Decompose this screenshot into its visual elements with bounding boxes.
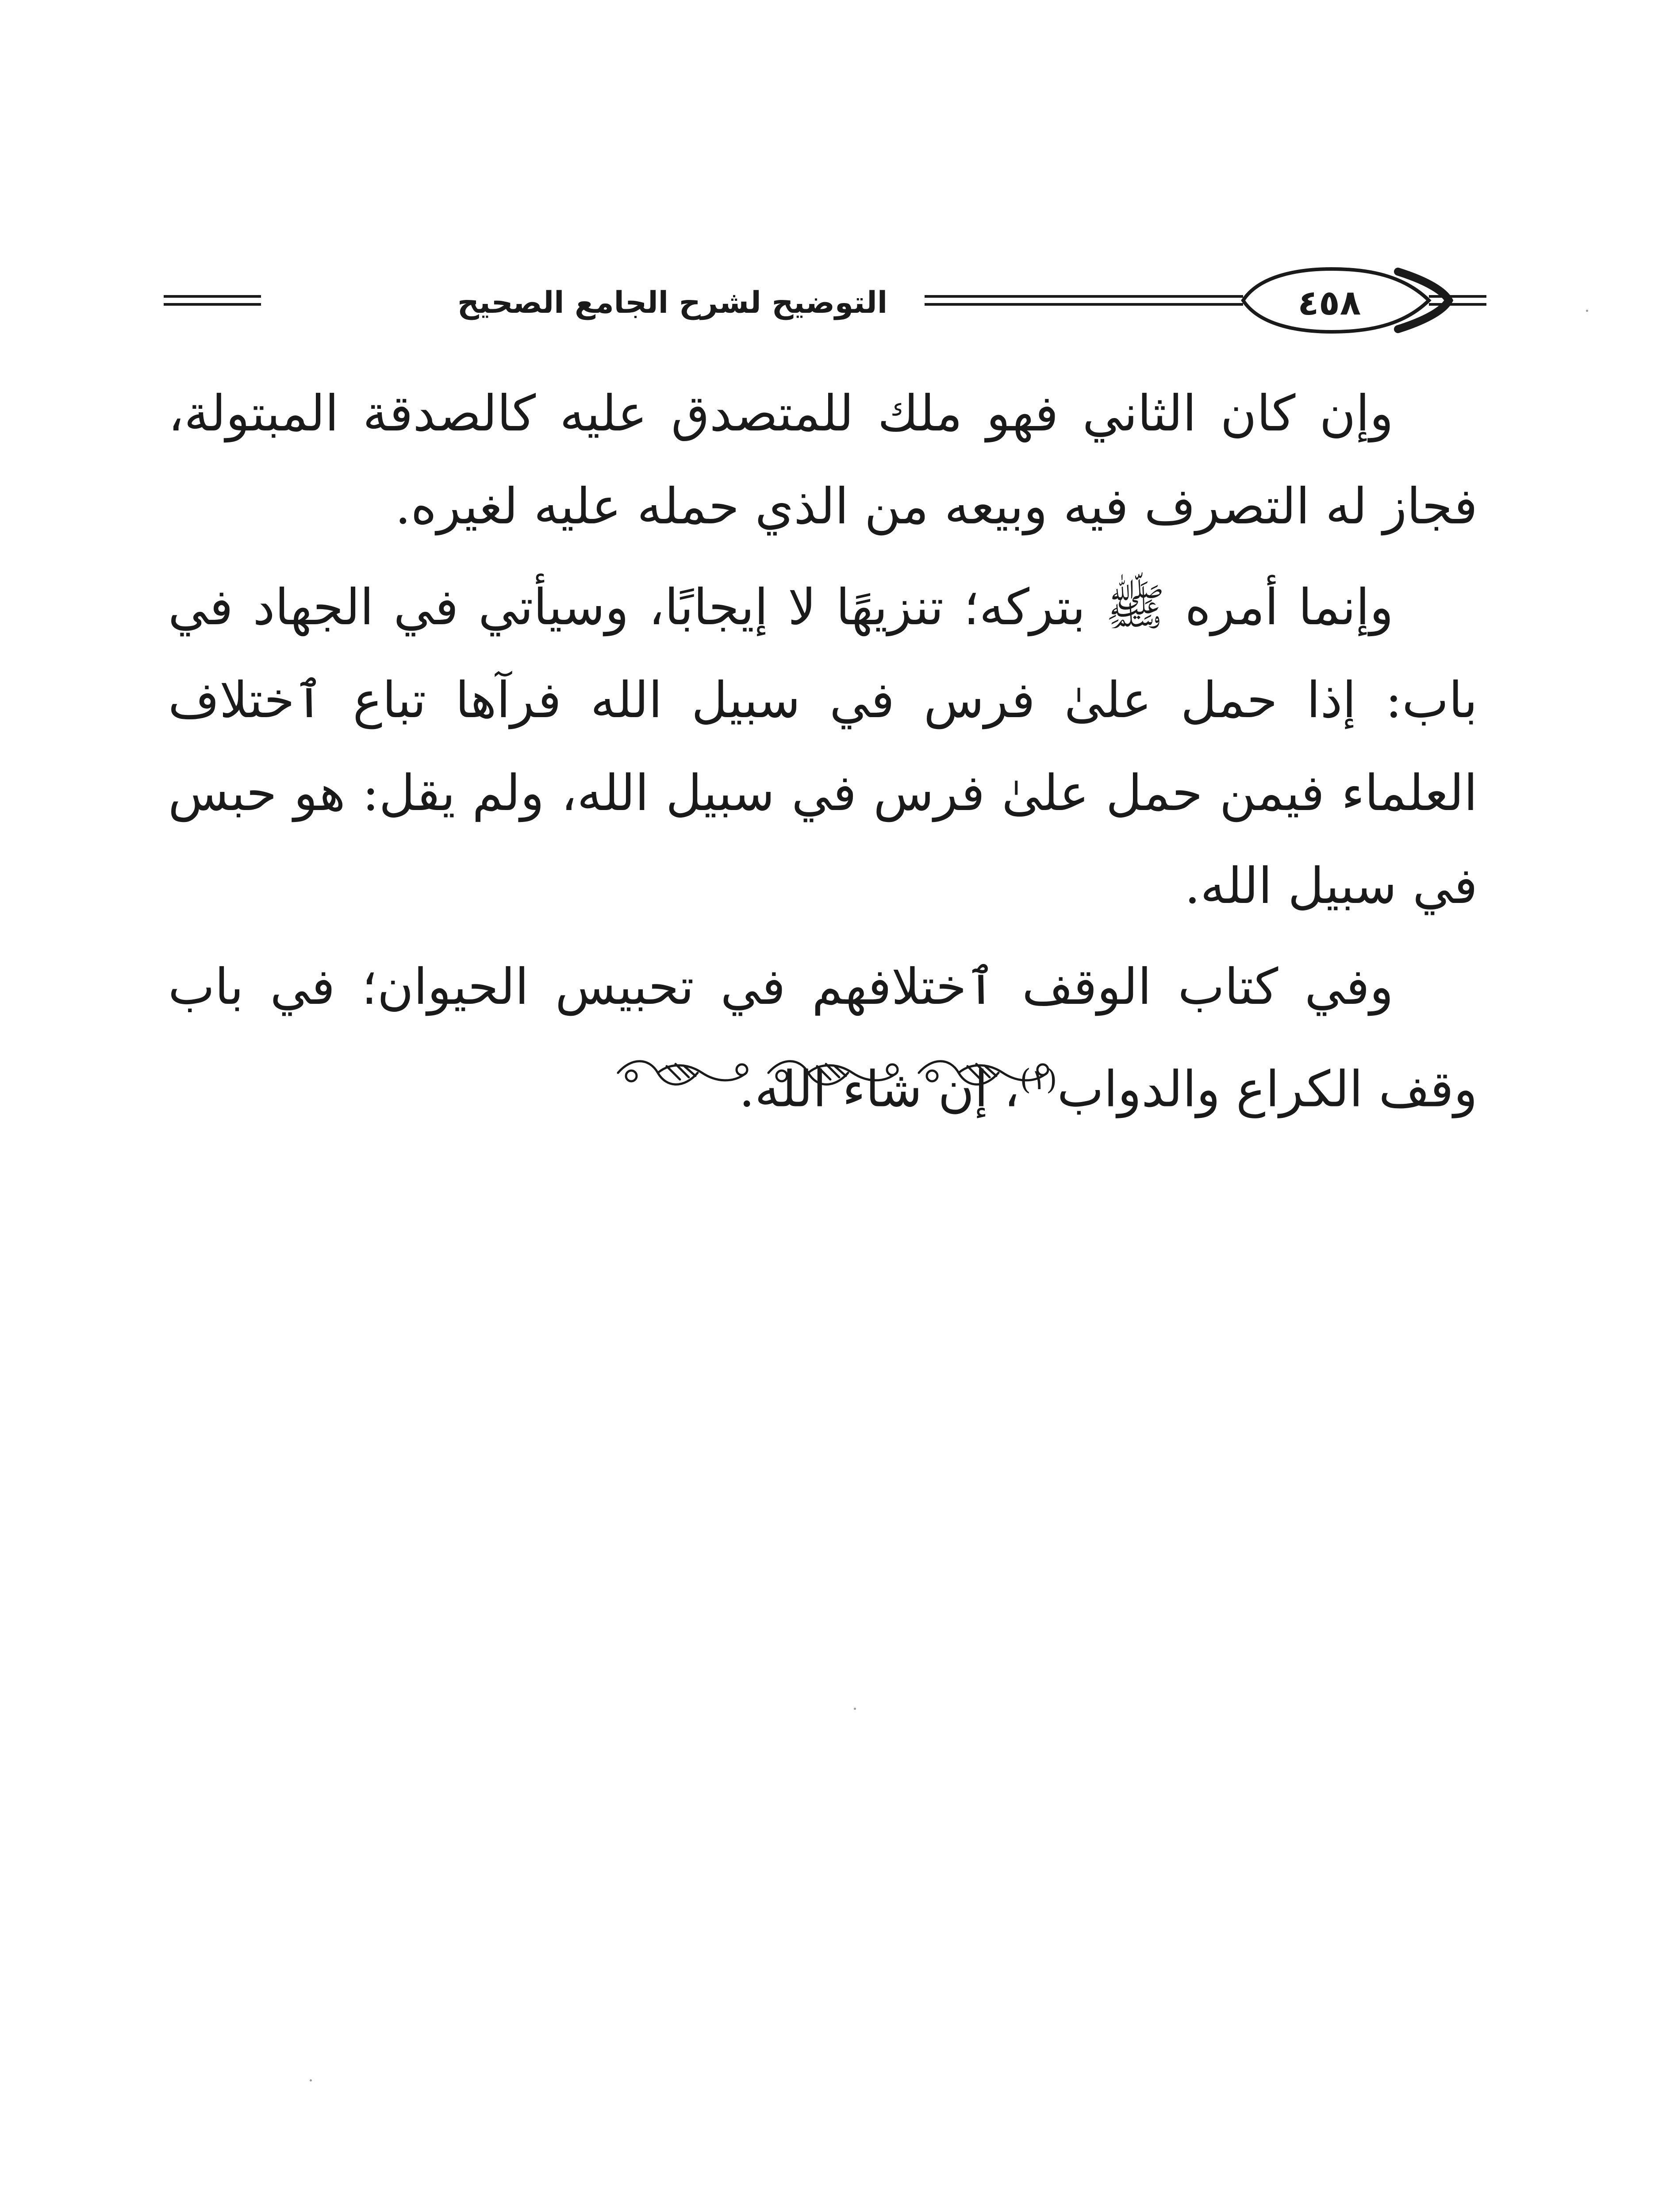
page-number: ٤٥٨ [1298, 283, 1361, 323]
paragraph [168, 941, 1478, 1136]
running-header [164, 265, 1491, 354]
scan-speck [310, 2079, 312, 2081]
running-header-title: التوضيح لشرح الجامع الصحيح [429, 279, 916, 327]
paragraph-text: وفي كتاب الوقف ٱختلافهم في تحبيس الحيوان؛ في باب وقف الكراع والدواب [168, 958, 1478, 1118]
paragraph: وإن كان الثاني فهو ملك للمتصدق عليه كالصدقة المبتولة، فجاز له التصرف فيه وبيعه من الذي حمله عليه لغيره. [168, 385, 1478, 535]
footnote-reference: (١) [1020, 1064, 1057, 1096]
floral-divider-icon [614, 1048, 1056, 1097]
scan-speck [854, 1708, 856, 1710]
scan-speck [1586, 310, 1588, 312]
main-text [168, 367, 1478, 1136]
paragraph-closing-text: ، إن شاء الله. [739, 1060, 1020, 1118]
paragraph: وإنما أمره ﷺ بتركه؛ تنزيهًا لا إيجابًا، وسيأتي في الجهاد في باب: إذا حمل علىٰ فرس في سبيل الله فرآها تباع ٱختلاف العلماء فيمن حمل علىٰ فرس في سبيل الله، ولم يقل: هو حبس في سبيل الله. [168, 579, 1478, 915]
